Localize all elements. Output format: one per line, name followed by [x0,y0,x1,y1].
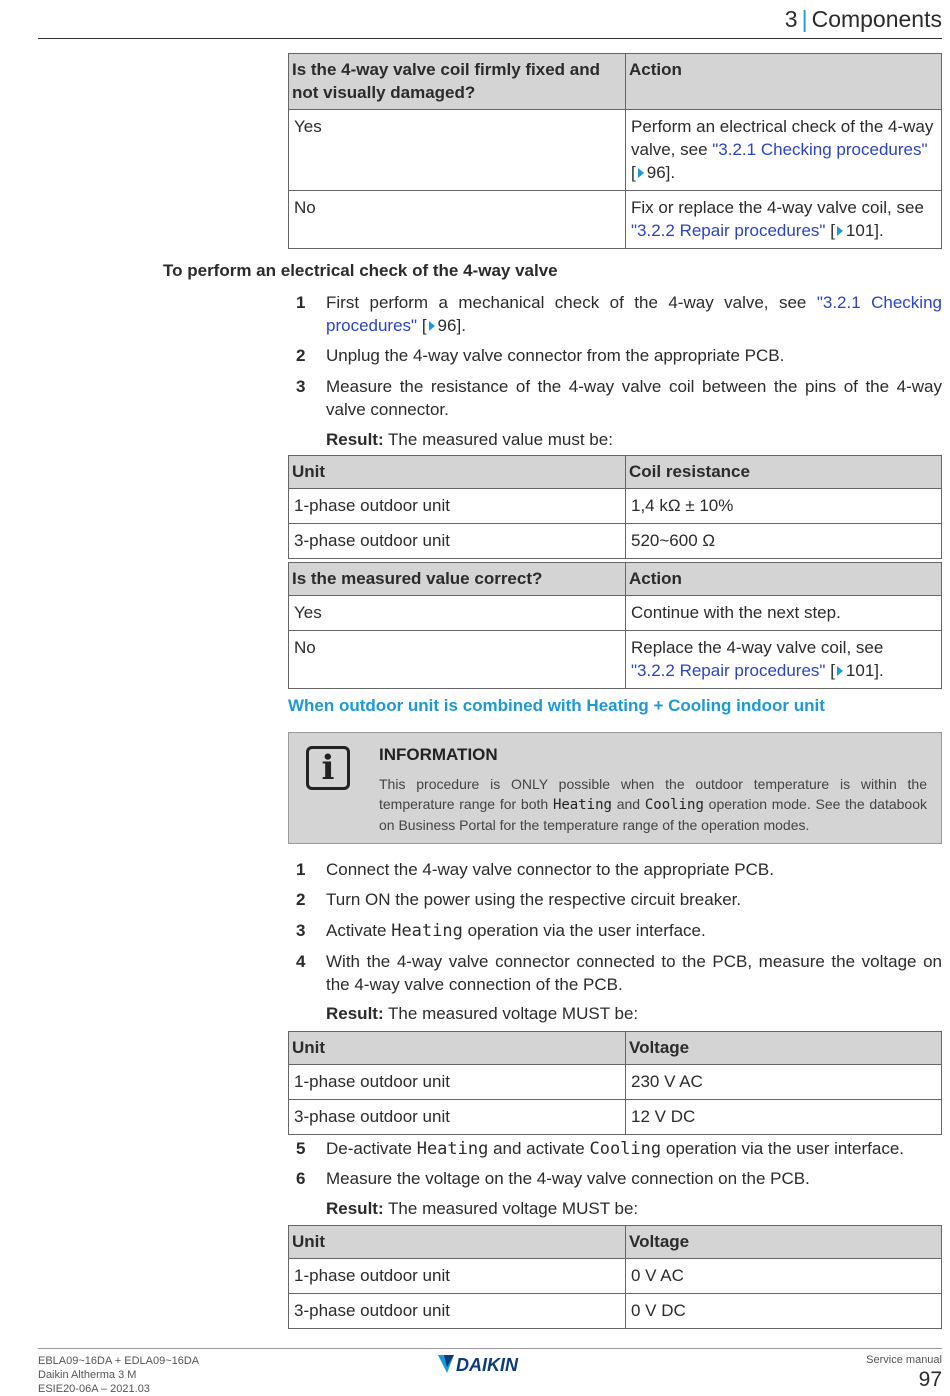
footer-manual-label: Service manual [866,1354,942,1366]
result-line: Result: The measured voltage MUST be: [326,1004,639,1023]
footer-doc-info [38,1354,199,1396]
table-cell: 1,4 kΩ ± 10% [626,489,942,524]
list-item [296,888,942,911]
link-checking-procedures[interactable]: "3.2.1 Checking procedures" [712,140,928,159]
link-checking-procedures[interactable]: "3.2.1 Checking procedures" [326,293,942,335]
result-line: Result: The measured voltage MUST be: [326,1199,639,1218]
list-item [296,344,942,367]
table-cell: Perform an electrical check of the 4-way valve, see "3.2.1 Checking procedures" [ 96]. [626,110,942,191]
step-number: 2 [296,346,306,365]
coil-check-table [288,53,942,249]
list-item [296,1137,942,1161]
page-ref-arrow-icon [429,321,435,331]
table-cell: Fix or replace the 4-way valve coil, see "3.2.2 Repair procedures" [ 101]. [626,191,942,249]
table-cell: 520~600 Ω [626,524,942,559]
table-row [289,596,942,631]
table-header: Unit [289,456,626,489]
table-cell: 3-phase outdoor unit [289,1100,626,1135]
table-header: Is the measured value correct? [289,563,626,596]
table-cell: 0 V AC [626,1259,942,1294]
information-box [288,732,942,844]
table-row [289,191,942,249]
table-header: Voltage [626,1032,942,1065]
page-ref-arrow-icon [638,168,644,178]
daikin-logo [438,1353,544,1375]
list-item [296,950,942,996]
step-number: 4 [296,952,306,971]
step-text: Turn ON the power using the respective circuit breaker. [326,890,742,909]
table-cell: 3-phase outdoor unit [289,1294,626,1329]
table-row [289,1065,942,1100]
step-number: 5 [296,1139,306,1158]
table-cell: 1-phase outdoor unit [289,1259,626,1294]
table-row [289,524,942,559]
section-heading: To perform an electrical check of the 4-way valve [163,261,558,280]
footer-model: EBLA09~16DA + EDLA09~16DA [38,1355,200,1367]
step-text: Measure the resistance of the 4-way valve coil between the pins of the 4-way valve connector. [326,377,942,419]
table-cell: No [289,631,626,689]
step-text: With the 4-way valve connector connected to the PCB, measure the voltage on the 4-way valve connection of the PCB. [326,952,942,994]
info-icon: i [306,746,350,790]
footer-doc-id: ESIE20-06A – 2021.03 [38,1383,150,1395]
table-cell: Yes [289,110,626,191]
page-ref-arrow-icon [837,666,843,676]
page-header [38,0,942,39]
step-text: De-activate Heating and activate Cooling operation via the user interface. [326,1139,905,1159]
table-cell: Yes [289,596,626,631]
list-item: 1 First perform a mechanical check of the 4-way valve, see "3.2.1 Checking procedures" [ 96]. [296,293,942,335]
table-cell: 230 V AC [626,1065,942,1100]
footer-divider [38,1348,942,1349]
info-text: This procedure is ONLY possible when the outdoor temperature is within the temperature range for both Heating and Cooling operation mode. See the databook on Business Portal for the temperature range of the operation modes. [379,776,928,833]
result-line: Result: The measured value must be: [326,430,613,449]
table-header: Is the 4-way valve coil firmly fixed and not visually damaged? [289,54,626,110]
step-number: 6 [296,1169,306,1188]
table-cell: 0 V DC [626,1294,942,1329]
info-title: INFORMATION [379,745,498,764]
svg-text:DAIKIN: DAIKIN [456,1355,518,1375]
coil-resistance-table [288,455,942,559]
list-item [296,919,942,943]
table-header: Unit [289,1226,626,1259]
step-number: 3 [296,377,306,396]
table-cell: 1-phase outdoor unit [289,1065,626,1100]
measured-value-table [288,562,942,689]
step-number: 1 [296,293,306,312]
table-row [289,631,942,689]
table-header: Coil resistance [626,456,942,489]
table-cell: 3-phase outdoor unit [289,524,626,559]
list-item [296,858,942,881]
table-row [289,1259,942,1294]
subsection-heading: When outdoor unit is combined with Heating + Cooling indoor unit [288,696,825,715]
page-ref-arrow-icon [837,226,843,236]
step-number: 2 [296,890,306,909]
chapter-name: Components [811,6,942,32]
list-item [296,1167,942,1190]
link-repair-procedures[interactable]: "3.2.2 Repair procedures" [631,221,826,240]
table-header: Voltage [626,1226,942,1259]
step-text: Measure the voltage on the 4-way valve connection on the PCB. [326,1169,810,1188]
table-row [289,489,942,524]
page-number: 97 [918,1368,942,1391]
list-item [296,375,942,421]
table-cell: 1-phase outdoor unit [289,489,626,524]
step-text: Unplug the 4-way valve connector from the appropriate PCB. [326,346,785,365]
table-cell: Replace the 4-way valve coil, see "3.2.2 Repair procedures" [ 101]. [626,631,942,689]
table-header: Action [626,54,942,110]
step-number: 3 [296,921,306,940]
table-row [289,110,942,191]
chapter-number: 3 [784,6,798,32]
table-row [289,1294,942,1329]
step-number: 1 [296,860,306,879]
table-header: Unit [289,1032,626,1065]
chapter-title: 3 | Components [784,6,942,32]
link-repair-procedures[interactable]: "3.2.2 Repair procedures" [631,661,826,680]
table-cell: Continue with the next step. [626,596,942,631]
step-text: Activate Heating operation via the user interface. [326,921,706,941]
voltage-heating-table [288,1031,942,1135]
table-header: Action [626,563,942,596]
table-cell: No [289,191,626,249]
voltage-cooling-table [288,1225,942,1329]
table-row [289,1100,942,1135]
table-cell: 12 V DC [626,1100,942,1135]
step-text: Connect the 4-way valve connector to the appropriate PCB. [326,860,774,879]
footer-product: Daikin Altherma 3 M [38,1369,137,1381]
